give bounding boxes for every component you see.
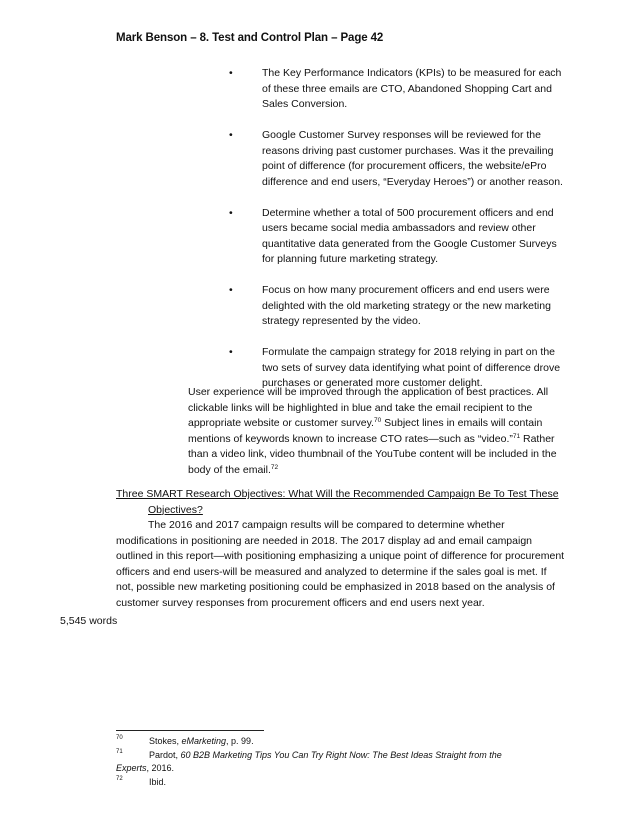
footnote-separator [116,730,264,731]
footnote-ref-72[interactable]: 72 [270,463,279,471]
bullet-marker: • [229,129,233,141]
bullet-text: Google Customer Survey responses will be reviewed for the reasons driving past customer purchases. Was it the prevailing point of difference (for procurement officers, the website/ePro difference and end users, “Everyday Heroes”) or another reason. [262,129,563,188]
paragraph-text: User experience will be improved through the application of best practices. All clickable links will be highlighted in blue and take the email recipient to the appropriate website or customer survey. [188,386,549,429]
list-item [229,66,569,113]
section-body: The 2016 and 2017 campaign results will be compared to determine whether modifications in positioning are needed in 2018. The 2017 display ad and email campaign outlined in this report—with positioning emphasizing a unique point of difference for procurement officers and end users-will be measured and analyzed to determine if the sales goal is met. If not, possible new marketing positioning could be emphasized in 2018 based on the analysis of customer survey responses from procurement officers and end users next year. [116,519,565,609]
paragraph-text: Subject lines in emails will contain mentions of keywords known to increase CTO rates—such as “video.” [188,417,543,445]
list-item [229,128,569,190]
footnote-title: 60 B2B Marketing Tips You Can Try Right Now: The Best Ideas Straight from the Experts [116,749,502,773]
footnote-title: eMarketing [181,736,227,746]
footnote-ref-71[interactable]: 71 [512,432,521,440]
footnote-70 [116,735,526,749]
list-item [229,283,569,330]
footnote-71 [116,749,526,776]
bullet-marker: • [229,206,233,219]
heading-line: Three SMART Research Objectives: What Will the Recommended Campaign Be To Test These [116,488,559,500]
user-experience-paragraph [188,385,564,478]
bullet-marker: • [229,67,233,79]
page-header: Mark Benson – 8. Test and Control Plan – Page 42 [116,32,384,44]
footnote-72 [116,776,526,790]
bullet-text: The Key Performance Indicators (KPIs) to be measured for each of these three emails are CTO, Abandoned Shopping Cart and Sales Conversion. [262,67,562,110]
bullet-marker: • [229,284,233,296]
footnote-text: , 2016. [146,763,175,773]
footnote-text: Stokes, [149,736,182,746]
footnote-ref-70[interactable]: 70 [373,417,382,424]
bullet-text: Determine whether a total of 500 procurement officers and end users became social media ambassadors and review other quantitative data generated from the Google Customer Surveys for planning future marketing strategy. [262,206,557,265]
footnote-text: , p. 99. [226,736,254,746]
footnotes [116,735,526,789]
bullet-text: Focus on how many procurement officers and end users were delighted with the old marketing strategy or the new marketing strategy represented by the video. [262,284,551,327]
bullet-text: Formulate the campaign strategy for 2018 relying in part on the two sets of survey data identifying what point of difference drove purchases or generated more customer delight. [262,346,561,389]
footnote-number: 72 [116,775,123,782]
objectives-section [116,487,566,611]
bullet-list [229,66,569,407]
heading-line: Objectives? [148,503,203,516]
footnote-text: Pardot, [149,749,181,760]
section-heading [116,487,566,518]
list-item [229,206,569,268]
footnote-number: 71 [116,748,123,755]
paragraph-text: Rather than a video link, video thumbnail of the YouTube content will be included in the body of the email. [188,432,557,476]
footnote-text: Ibid. [149,776,167,787]
footnote-number: 70 [116,735,123,741]
word-count: 5,545 words [60,615,118,627]
bullet-marker: • [229,346,233,358]
